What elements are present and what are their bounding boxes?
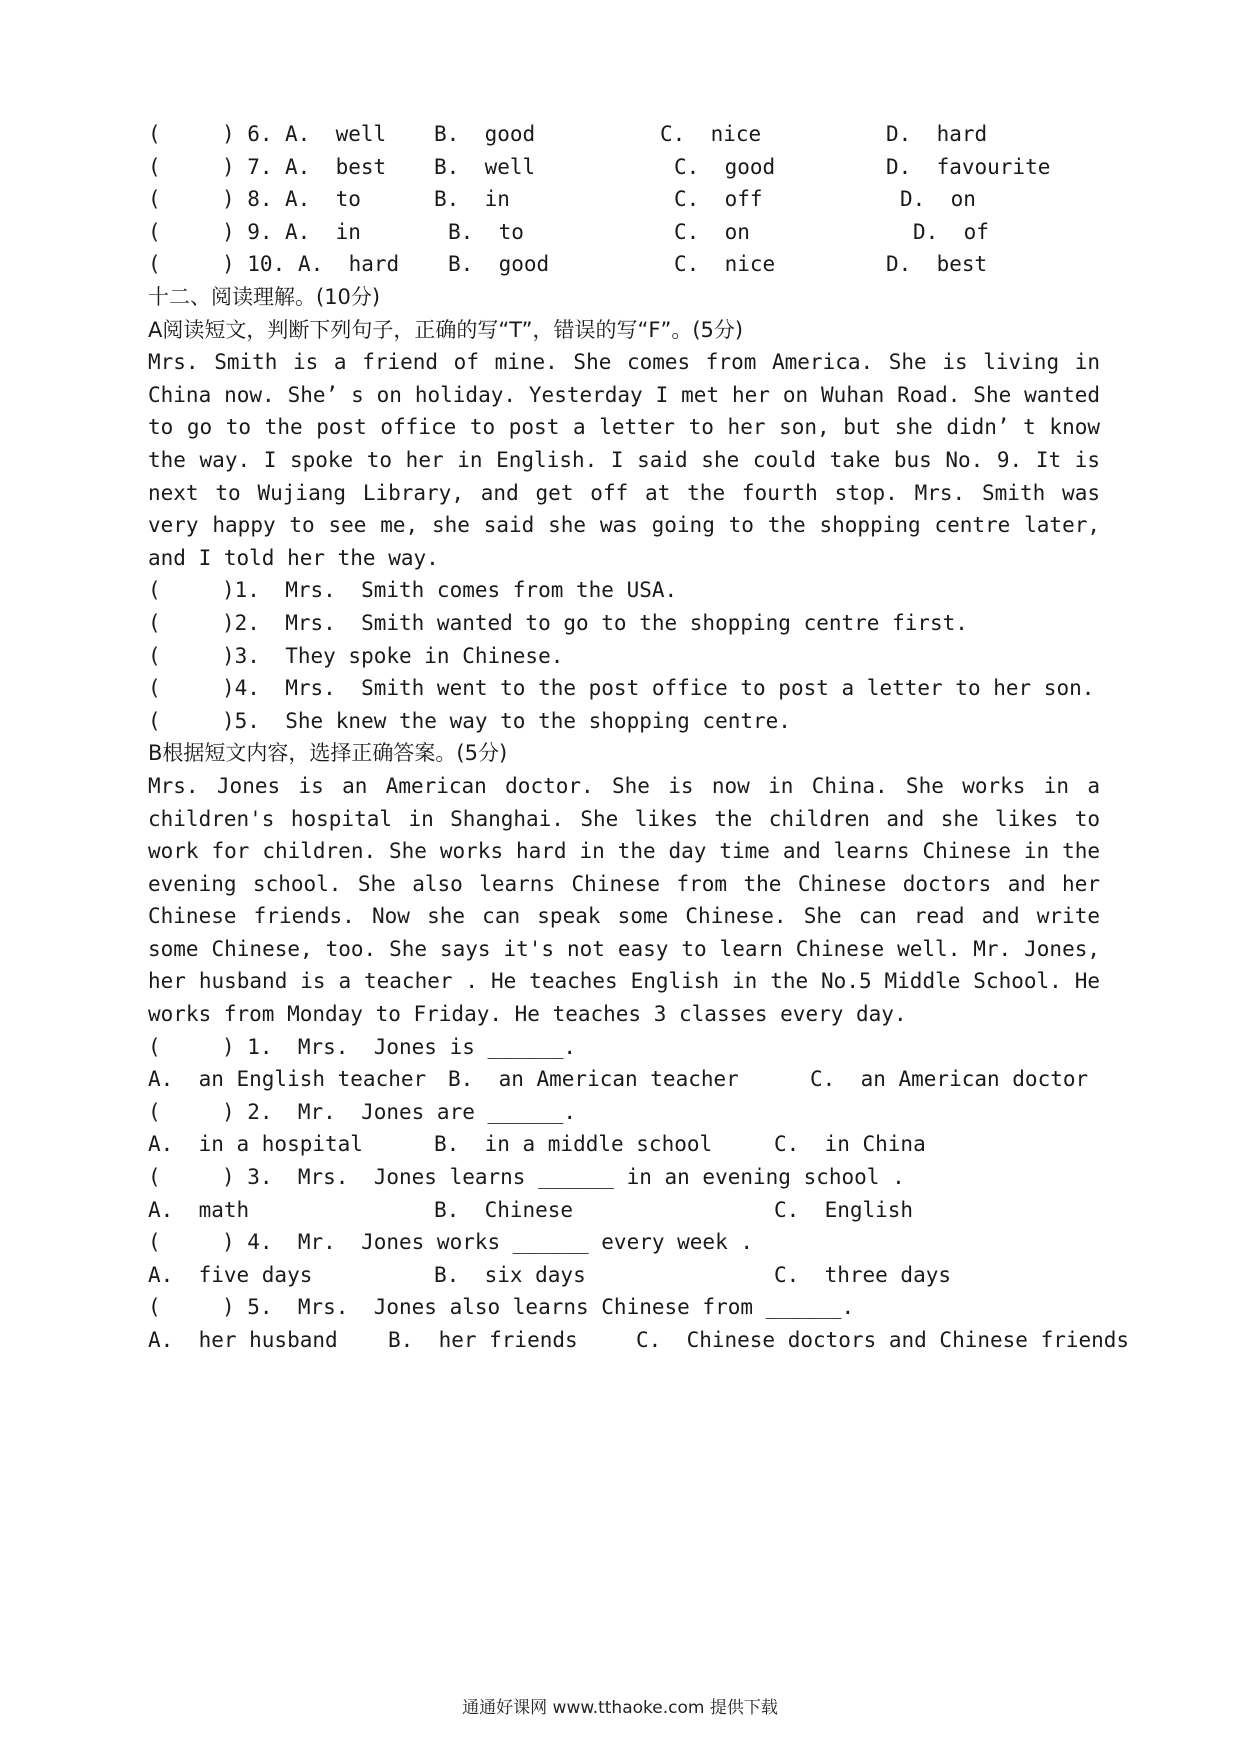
question-number: ) 8.: [222, 187, 273, 212]
option-b: B. her friends: [388, 1328, 578, 1352]
option-c: C. an American doctor: [810, 1067, 1089, 1092]
option-a: A. five days: [148, 1262, 313, 1287]
option-a: A. in a hospital: [148, 1132, 363, 1157]
part-b-instruction: B根据短文内容，选择正确答案。(5分): [148, 741, 508, 766]
question-text: )1. Mrs. Smith comes from the USA.: [222, 578, 678, 603]
question-number: ) 6.: [222, 122, 273, 146]
choice-question: [148, 1161, 1100, 1194]
question-number: ) 9.: [222, 219, 273, 244]
option-b: B. to: [448, 219, 524, 244]
part-a-instruction: A阅读短文，判断下列句子，正确的写“T”，错误的写“F”。(5分): [148, 317, 744, 342]
true-false-question: [148, 607, 1100, 640]
choice-question: [148, 1291, 1100, 1324]
answer-paren: (: [148, 610, 161, 635]
true-false-question: [148, 672, 1100, 705]
option-b: B. in: [434, 187, 510, 212]
answer-paren: (: [148, 154, 161, 179]
option-a: A. an English teacher: [148, 1067, 427, 1092]
true-false-question: [148, 574, 1100, 607]
answer-paren: (: [148, 643, 161, 668]
option-a: A. math: [148, 1197, 250, 1222]
option-a: A. hard: [298, 252, 400, 277]
true-false-question: [148, 640, 1100, 673]
option-c: C. nice: [674, 252, 776, 277]
cloze-row: [148, 151, 1100, 184]
answer-paren: (: [148, 1034, 161, 1059]
option-b: B. in a middle school: [434, 1132, 713, 1157]
option-c: C. nice: [660, 122, 762, 146]
option-b: B. Chinese: [434, 1197, 574, 1222]
option-a: A. to: [285, 187, 361, 212]
option-c: C. English: [774, 1197, 914, 1222]
answer-paren: (: [148, 219, 161, 244]
part-b-passage: Mrs. Jones is an American doctor. She is now in China. She works in a children's hospital in Shanghai. She likes the children and she likes to work for children. She works hard in the day time and learns Chinese in the evening school. She also learns Chinese from the Chinese doctors and her Chinese friends. Now she can speak some Chinese. She can read and write some Chinese, too. She says it's not easy to learn Chinese well. Mr. Jones, her husband is a teacher . He teaches English in the No.5 Middle School. He works from Monday to Friday. He teaches 3 classes every day.: [148, 773, 1100, 1027]
option-a: A. well: [285, 122, 387, 146]
option-d: D. on: [900, 187, 976, 212]
question-number: ) 10.: [222, 252, 286, 277]
option-d: D. favourite: [886, 154, 1051, 179]
answer-paren: (: [148, 187, 161, 212]
choice-options: [148, 1259, 1100, 1292]
answer-paren: (: [148, 1165, 161, 1190]
answer-paren: (: [148, 676, 161, 701]
option-b: B. six days: [434, 1262, 586, 1287]
answer-paren: (: [148, 1295, 161, 1320]
question-text: )5. She knew the way to the shopping centre.: [222, 708, 791, 733]
option-b: B. well: [434, 154, 536, 179]
question-text: )4. Mrs. Smith went to the post office to post a letter to her son.: [222, 676, 1095, 701]
choice-options: [148, 1324, 1130, 1357]
option-d: D. hard: [886, 122, 988, 146]
section-title: 十二、阅读理解。(10分): [148, 285, 381, 309]
answer-paren: (: [148, 578, 161, 603]
question-text: ) 5. Mrs. Jones also learns Chinese from ______.: [222, 1295, 855, 1320]
answer-paren: (: [148, 708, 161, 733]
option-d: D. of: [913, 219, 989, 244]
page-footer: 通通好课网 www.tthaoke.com 提供下载: [462, 1698, 778, 1718]
option-b: B. good: [448, 252, 550, 277]
cloze-row: [148, 183, 1100, 216]
cloze-options: [148, 118, 1100, 281]
question-text: ) 2. Mr. Jones are ______.: [222, 1099, 577, 1124]
choice-question: [148, 1096, 1100, 1129]
choice-question: [148, 1226, 1100, 1259]
question-text: ) 1. Mrs. Jones is ______.: [222, 1034, 577, 1059]
question-text: ) 3. Mrs. Jones learns ______ in an evening school .: [222, 1165, 905, 1190]
option-c: C. three days: [774, 1262, 952, 1287]
option-a: A. in: [285, 219, 361, 244]
option-c: C. on: [674, 219, 750, 244]
option-c: C. in China: [774, 1132, 926, 1157]
part-a-passage: Mrs. Smith is a friend of mine. She comes from America. She is living in China now. She’ s on holiday. Yesterday I met her on Wuhan Road. She wanted to go to the post office to post a letter to her son, but she didn’ t know the way. I spoke to her in English. I said she could take bus No. 9. It is next to Wujiang Library, and get off at the fourth stop. Mrs. Smith was very happy to see me, she said she was going to the shopping centre later, and I told her the way.: [148, 350, 1100, 570]
choice-question: [148, 1031, 1100, 1064]
answer-paren: (: [148, 1230, 161, 1255]
question-text: )3. They spoke in Chinese.: [222, 643, 564, 668]
option-c: C. good: [674, 154, 776, 179]
option-c: C. off: [674, 187, 763, 212]
option-a: A. best: [285, 154, 387, 179]
option-b: B. good: [434, 122, 536, 146]
cloze-row: [148, 248, 1100, 281]
option-a: A. her husband: [148, 1328, 338, 1352]
question-text: )2. Mrs. Smith wanted to go to the shopping centre first.: [222, 610, 968, 635]
cloze-row: [148, 118, 1100, 151]
question-text: ) 4. Mr. Jones works ______ every week .: [222, 1230, 754, 1255]
option-d: D. best: [886, 252, 988, 277]
choice-options: [148, 1194, 1100, 1227]
cloze-row: [148, 216, 1100, 249]
choice-options: [148, 1063, 1100, 1096]
question-number: ) 7.: [222, 154, 273, 179]
reading-section: [148, 281, 1130, 1357]
answer-paren: (: [148, 1099, 161, 1124]
answer-paren: (: [148, 252, 161, 277]
answer-paren: (: [148, 122, 161, 146]
option-c: C. Chinese doctors and Chinese friends: [636, 1328, 1130, 1352]
option-b: B. an American teacher: [448, 1067, 739, 1092]
true-false-question: [148, 705, 1100, 738]
choice-options: [148, 1128, 1100, 1161]
